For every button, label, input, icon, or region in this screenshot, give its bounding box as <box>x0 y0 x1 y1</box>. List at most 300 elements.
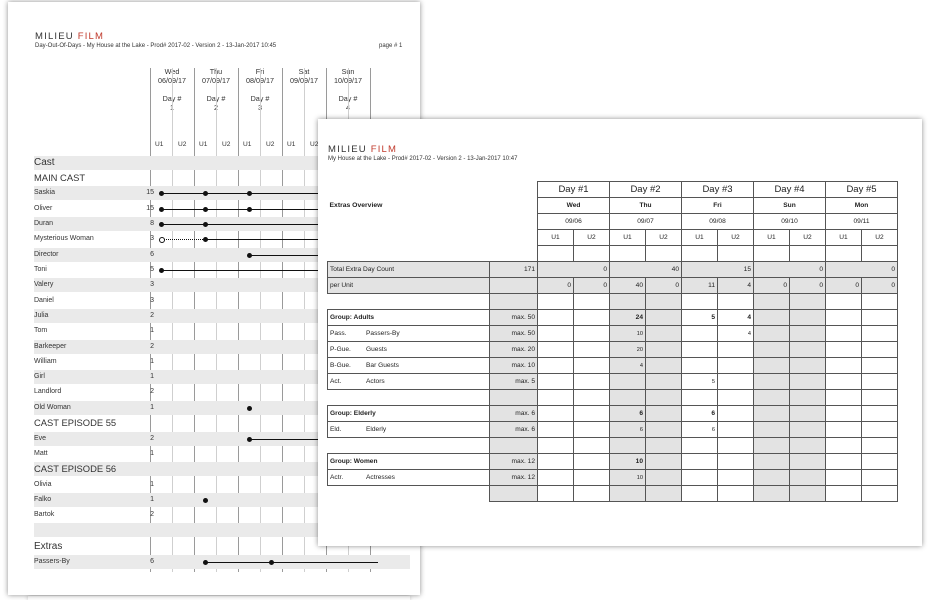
unit-header: U2 <box>222 141 231 148</box>
table-cell <box>862 438 898 454</box>
table-cell <box>574 438 610 454</box>
extra-count <box>826 374 862 390</box>
row-name: Olivia <box>34 481 52 488</box>
extra-label: Actors <box>366 378 385 385</box>
extra-count <box>538 470 574 486</box>
extra-count <box>790 422 826 438</box>
unit-header: U2 <box>862 230 898 246</box>
per-unit-row <box>328 278 898 294</box>
day-label: Day #4 <box>754 182 826 198</box>
spacer-row <box>328 486 898 502</box>
work-day-mark <box>203 191 208 196</box>
row-count: 3 <box>150 235 154 242</box>
extra-row <box>328 358 898 374</box>
table-cell <box>490 182 538 230</box>
row-count: 1 <box>150 358 154 365</box>
table-cell <box>826 294 862 310</box>
d-date: 10/09/17 <box>334 76 362 85</box>
day-weekday: Mon <box>826 198 898 214</box>
work-day-mark <box>159 237 165 243</box>
unit-header: U1 <box>243 141 252 148</box>
extra-count <box>790 326 826 342</box>
day-total: 15 <box>682 262 754 278</box>
table-cell <box>718 438 754 454</box>
table-cell <box>754 246 790 262</box>
day-label: Day #5 <box>826 182 898 198</box>
extra-count <box>790 470 826 486</box>
per-unit-value: 4 <box>718 278 754 294</box>
d-weekday: Wed <box>164 67 180 76</box>
unit-header: U1 <box>826 230 862 246</box>
row-count: 2 <box>150 435 154 442</box>
per-unit-label: per Unit <box>328 278 490 294</box>
group-row <box>328 310 898 326</box>
extra-count <box>862 422 898 438</box>
group-count <box>574 454 610 470</box>
d-daynum: Day # <box>338 94 358 103</box>
extra-code: Act. <box>330 378 342 385</box>
row-name: Duran <box>34 220 54 227</box>
table-cell <box>790 438 826 454</box>
per-unit-value: 0 <box>646 278 682 294</box>
group-count <box>790 310 826 326</box>
row-count: 2 <box>150 312 154 319</box>
work-day-mark <box>159 268 164 273</box>
d-date: 08/09/17 <box>246 76 274 85</box>
d-num: 3 <box>258 103 262 112</box>
extra-label: Guests <box>366 346 387 353</box>
group-count <box>538 406 574 422</box>
extra-count <box>574 374 610 390</box>
group-count <box>682 454 718 470</box>
extra-label: Actresses <box>366 474 395 481</box>
day-weekday: Fri <box>682 198 754 214</box>
extra-count <box>538 358 574 374</box>
group-count: 10 <box>610 454 646 470</box>
unit-header: U1 <box>155 141 164 148</box>
extra-count <box>574 470 610 486</box>
extra-count <box>754 374 790 390</box>
extra-count <box>718 342 754 358</box>
table-cell <box>328 438 490 454</box>
table-cell <box>490 278 538 294</box>
row-count: 5 <box>150 266 154 273</box>
unit-header: U1 <box>287 141 296 148</box>
table-cell <box>574 390 610 406</box>
per-unit-value: 0 <box>538 278 574 294</box>
extra-count: 10 <box>610 470 646 486</box>
work-day-mark <box>247 191 252 196</box>
table-cell <box>574 246 610 262</box>
table-cell <box>862 390 898 406</box>
table-cell <box>682 390 718 406</box>
row-count: 3 <box>150 281 154 288</box>
group-name: Group: Women <box>328 454 490 470</box>
group-max: max. 6 <box>490 406 538 422</box>
unit-header: U1 <box>538 230 574 246</box>
work-day-mark <box>159 222 164 227</box>
per-unit-value: 0 <box>754 278 790 294</box>
table-cell <box>646 390 682 406</box>
unit-header: U2 <box>646 230 682 246</box>
unit-header: U2 <box>574 230 610 246</box>
group-count <box>754 454 790 470</box>
extra-count: 4 <box>610 358 646 374</box>
table-cell <box>610 294 646 310</box>
extra-count <box>826 358 862 374</box>
table-cell <box>490 294 538 310</box>
extra-count <box>538 342 574 358</box>
row-name: Cast <box>34 157 55 168</box>
group-count <box>826 310 862 326</box>
table-cell <box>682 438 718 454</box>
unit-header: U1 <box>682 230 718 246</box>
group-max: max. 50 <box>490 310 538 326</box>
group-count <box>754 406 790 422</box>
extra-count <box>574 422 610 438</box>
extra-code: P-Gue. <box>330 346 351 353</box>
table-cell <box>646 294 682 310</box>
extra-code: Pass. <box>330 330 347 337</box>
extra-count <box>538 422 574 438</box>
row-name: CAST EPISODE 56 <box>34 463 117 474</box>
table-cell <box>862 246 898 262</box>
table-cell <box>328 294 490 310</box>
extra-count: 6 <box>682 422 718 438</box>
row-name: Falko <box>34 496 52 503</box>
extra-count <box>826 470 862 486</box>
day-total: 0 <box>826 262 898 278</box>
extra-max: max. 6 <box>490 422 538 438</box>
row-name: Extras <box>34 541 63 552</box>
extra-max: max. 10 <box>490 358 538 374</box>
per-unit-value: 40 <box>610 278 646 294</box>
row-name: Bartok <box>34 511 55 518</box>
row-count: 6 <box>150 558 154 565</box>
work-day-mark <box>203 560 208 565</box>
group-count: 24 <box>610 310 646 326</box>
spacer-row <box>328 294 898 310</box>
row-name: Eve <box>34 435 47 442</box>
unit-header: U2 <box>718 230 754 246</box>
extra-name <box>328 374 490 390</box>
unit-header: U2 <box>266 141 275 148</box>
extra-count <box>646 358 682 374</box>
table-cell <box>790 390 826 406</box>
row-name: Landlord <box>34 388 62 395</box>
group-count <box>862 406 898 422</box>
row-name: Tom <box>34 327 48 334</box>
group-count <box>862 454 898 470</box>
work-day-mark <box>203 237 208 242</box>
per-unit-value: 0 <box>826 278 862 294</box>
day-total: 0 <box>754 262 826 278</box>
extra-count: 6 <box>610 422 646 438</box>
group-count <box>538 454 574 470</box>
extra-count <box>862 358 898 374</box>
table-cell <box>754 390 790 406</box>
day-label: Day #2 <box>610 182 682 198</box>
work-day-mark <box>203 498 208 503</box>
total-label: Total Extra Day Count <box>328 262 490 278</box>
day-date: 09/06 <box>538 214 610 230</box>
table-cell <box>646 246 682 262</box>
total-all: 171 <box>490 262 538 278</box>
extra-count <box>826 422 862 438</box>
row-count: 1 <box>150 450 154 457</box>
row-name: Passers-By <box>34 558 70 565</box>
table-cell <box>790 486 826 502</box>
work-day-mark <box>203 207 208 212</box>
unit-header: U2 <box>790 230 826 246</box>
day-date: 09/10 <box>754 214 826 230</box>
d-daynum: Day # <box>206 94 226 103</box>
extra-count <box>862 326 898 342</box>
extra-code: Eld. <box>330 426 342 433</box>
extra-count <box>862 342 898 358</box>
extra-name <box>328 422 490 438</box>
brand-logo: MILIEU FILM <box>328 144 398 155</box>
extra-code: Actr. <box>330 474 344 481</box>
extra-count <box>718 374 754 390</box>
brand-logo: MILIEU FILM <box>35 31 105 42</box>
row-name: Girl <box>34 373 45 380</box>
table-cell <box>490 438 538 454</box>
group-name: Group: Elderly <box>328 406 490 422</box>
work-day-mark <box>159 191 164 196</box>
per-unit-value: 11 <box>682 278 718 294</box>
row-count: 1 <box>150 404 154 411</box>
extra-count: 20 <box>610 342 646 358</box>
table-cell <box>490 246 538 262</box>
extra-count <box>754 326 790 342</box>
extra-count <box>682 342 718 358</box>
spacer-row <box>328 438 898 454</box>
day-weekday: Thu <box>610 198 682 214</box>
table-cell <box>574 486 610 502</box>
table-cell <box>790 246 826 262</box>
extra-count <box>538 326 574 342</box>
work-span-line <box>205 562 378 563</box>
table-cell <box>718 486 754 502</box>
row-name: Oliver <box>34 205 53 212</box>
extra-count <box>754 358 790 374</box>
report-subtitle: Day-Out-Of-Days - My House at the Lake - Prod# 2017-02 - Version 2 - 13-Jan-2017 10:45 <box>35 43 277 49</box>
work-day-mark <box>159 207 164 212</box>
extra-count <box>574 342 610 358</box>
d-date: 07/09/17 <box>202 76 230 85</box>
work-day-mark <box>247 406 252 411</box>
extras-overview-page <box>318 119 922 546</box>
extra-row <box>328 326 898 342</box>
row-name: Barkeeper <box>34 343 67 350</box>
extra-count <box>574 326 610 342</box>
d-weekday: Sun <box>341 67 355 76</box>
row-name: Daniel <box>34 297 54 304</box>
table-cell <box>862 294 898 310</box>
extra-count <box>718 422 754 438</box>
total-row <box>328 262 898 278</box>
table-cell <box>754 294 790 310</box>
extra-count <box>826 342 862 358</box>
extras-overview-table <box>327 181 898 502</box>
row-count: 1 <box>150 481 154 488</box>
group-count <box>862 310 898 326</box>
unit-header: U2 <box>310 141 319 148</box>
work-day-mark <box>247 437 252 442</box>
table-cell <box>682 294 718 310</box>
row-name: CAST EPISODE 55 <box>34 417 117 428</box>
group-count <box>574 406 610 422</box>
per-unit-value: 0 <box>574 278 610 294</box>
table-cell <box>328 246 490 262</box>
extra-name <box>328 358 490 374</box>
extra-name <box>328 342 490 358</box>
extra-row <box>328 342 898 358</box>
table-cell <box>490 230 538 246</box>
table-cell <box>538 294 574 310</box>
row-count: 1 <box>150 373 154 380</box>
extra-count <box>862 374 898 390</box>
d-weekday: Fri <box>255 67 265 76</box>
table-cell <box>328 230 490 246</box>
group-count <box>646 310 682 326</box>
extra-count <box>646 326 682 342</box>
d-num: 2 <box>214 103 218 112</box>
table-cell <box>490 390 538 406</box>
work-day-mark <box>203 222 208 227</box>
row-name: MAIN CAST <box>34 172 86 183</box>
extra-row <box>328 470 898 486</box>
extra-count <box>862 470 898 486</box>
group-count <box>826 406 862 422</box>
extra-max: max. 5 <box>490 374 538 390</box>
table-cell <box>646 486 682 502</box>
per-unit-value: 0 <box>790 278 826 294</box>
extra-max: max. 20 <box>490 342 538 358</box>
group-max: max. 12 <box>490 454 538 470</box>
group-count: 6 <box>610 406 646 422</box>
row-count: 6 <box>150 251 154 258</box>
overview-title: Extras Overview <box>329 202 383 209</box>
row-count: 15 <box>146 205 154 212</box>
extra-count: 4 <box>718 326 754 342</box>
day-total: 0 <box>538 262 610 278</box>
d-daynum: Day # <box>250 94 270 103</box>
d-date: 06/09/17 <box>158 76 186 85</box>
group-count <box>646 454 682 470</box>
group-count <box>790 406 826 422</box>
row-name: Julia <box>34 312 49 319</box>
d-weekday: Sat <box>298 67 310 76</box>
extra-max: max. 12 <box>490 470 538 486</box>
group-count <box>718 406 754 422</box>
table-cell <box>826 438 862 454</box>
spacer-row <box>328 246 898 262</box>
report-subtitle: My House at the Lake - Prod# 2017-02 - Version 2 - 13-Jan-2017 10:47 <box>328 156 518 162</box>
extra-count <box>754 470 790 486</box>
group-row <box>328 406 898 422</box>
table-cell <box>718 246 754 262</box>
per-unit-value: 0 <box>862 278 898 294</box>
day-date: 09/08 <box>682 214 754 230</box>
day-weekday: Wed <box>538 198 610 214</box>
extra-max: max. 50 <box>490 326 538 342</box>
group-count <box>718 454 754 470</box>
table-cell <box>574 294 610 310</box>
group-count <box>790 454 826 470</box>
group-count: 6 <box>682 406 718 422</box>
table-cell <box>610 390 646 406</box>
day-date: 09/11 <box>826 214 898 230</box>
extra-count: 10 <box>610 326 646 342</box>
d-num: 4 <box>346 103 350 112</box>
unit-header: U2 <box>178 141 187 148</box>
extra-count <box>682 326 718 342</box>
unit-header: U1 <box>610 230 646 246</box>
table-cell <box>682 486 718 502</box>
row-count: 1 <box>150 496 154 503</box>
table-cell <box>538 438 574 454</box>
group-count: 5 <box>682 310 718 326</box>
row-name: William <box>34 358 57 365</box>
unit-header: U1 <box>754 230 790 246</box>
row-name: Saskia <box>34 189 56 196</box>
extra-count <box>718 470 754 486</box>
d-num: 1 <box>170 103 174 112</box>
extra-count <box>538 374 574 390</box>
d-weekday: Thu <box>209 67 223 76</box>
extra-code: B-Gue. <box>330 362 351 369</box>
extra-count <box>718 358 754 374</box>
extra-label: Passers-By <box>366 330 400 337</box>
extra-row <box>328 374 898 390</box>
day-label: Day #3 <box>682 182 754 198</box>
table-cell <box>610 486 646 502</box>
row-count: 2 <box>150 511 154 518</box>
table-cell <box>826 390 862 406</box>
table-cell <box>682 246 718 262</box>
table-cell <box>790 294 826 310</box>
extra-label: Bar Guests <box>366 362 399 369</box>
extra-count <box>754 342 790 358</box>
row-name: Mysterious Woman <box>34 235 94 242</box>
extra-count <box>790 342 826 358</box>
extra-count: 5 <box>682 374 718 390</box>
group-count <box>574 310 610 326</box>
row-name: Old Woman <box>34 404 71 411</box>
extra-count <box>790 374 826 390</box>
extra-count <box>646 470 682 486</box>
row-name: Matt <box>34 450 48 457</box>
page-stack-edge <box>28 596 410 600</box>
work-day-mark <box>247 207 252 212</box>
extra-name <box>328 470 490 486</box>
extra-count <box>646 342 682 358</box>
unit-header: U1 <box>199 141 208 148</box>
table-cell <box>538 486 574 502</box>
row-name: Director <box>34 251 59 258</box>
extra-count <box>682 470 718 486</box>
extra-count <box>574 358 610 374</box>
row-count: 2 <box>150 343 154 350</box>
d-daynum: Day # <box>162 94 182 103</box>
extra-label: Elderly <box>366 426 387 433</box>
d-date: 09/09/17 <box>290 76 318 85</box>
table-cell <box>754 438 790 454</box>
unit-row <box>328 230 898 246</box>
extra-count <box>646 374 682 390</box>
